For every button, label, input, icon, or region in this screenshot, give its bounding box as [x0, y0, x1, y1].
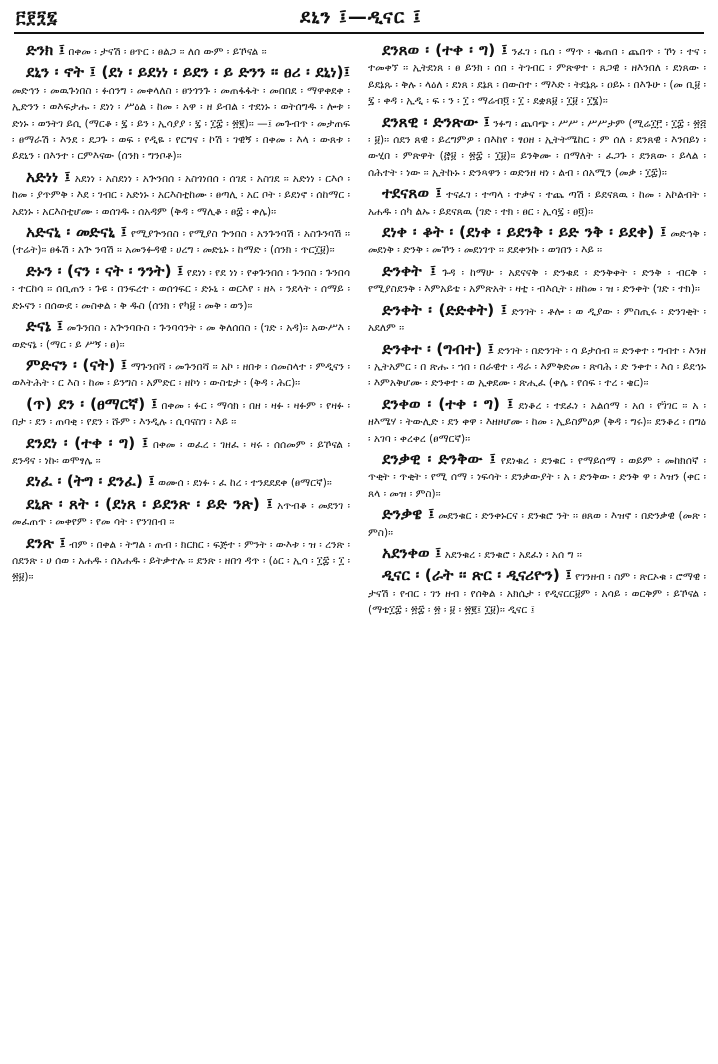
- dictionary-entry: [12, 494, 350, 531]
- headword: ድንቃዌ ፤: [382, 505, 435, 524]
- dictionary-entry: [12, 355, 350, 392]
- header-rule: [14, 32, 704, 34]
- definition: በቀመ ፡ ፉር ፡ ማሳክ ፡ በዘ ፡ ዛፉ ፡ ዛፉም ፡ የዛፉ ፡ በታ ፡ ደን ፡ ጠባቂ ፡ የደን ፡ ሹም ፡ እንዲሉ ፡ ሲባናስገ ፡ እይ ፡፡: [12, 399, 350, 429]
- running-title: ደኒን ፤—ዲናር ፤: [300, 6, 422, 28]
- headword: ደኒጽ ፡ ጸት ፡ (ደነጸ ፡ ይደንጽ ፡ ይድ ንጽ) ፤: [26, 494, 273, 513]
- dictionary-entry: [12, 167, 350, 220]
- headword: አድናኒ ፡ መድናኒ ፤: [26, 223, 128, 242]
- definition: አጥብቆ ፡ መደንገ ፡ መፈጠጥ ፡ መቀየም ፡ የመ ሳት ፡ የንገበብ ፡፡: [12, 499, 350, 529]
- dictionary-entry: [368, 222, 706, 259]
- headword: ድንክ ፤: [26, 41, 65, 59]
- page-number: ፫፻፺፯: [16, 8, 59, 28]
- definition: ወሙሰ ፡ ደነፉ ፡ ፈ ከረ ፡ ተንደደደቀ (ፀማርኛ)፡፡: [158, 477, 332, 490]
- definition: ጉዳ ፡ ከማሁ ፡ አደናናቅ ፡ ድንቁደ ፡ ድንቅቀት ፡ ድንቅ ፡ ብርቅ ፡ የሚያስደንቅ ፡ እምአይቴ ፡ አምጽአት ፡ ዛቲ ፡ ብእሲት ፡ ዘከመ ፡ ዝ ፡ ድንቀት (ገድ ፡ ተክ)፡፡: [368, 266, 706, 296]
- definition: የደነቁረ ፡ ደንቁር ፡ የማይሰማ ፡ ወይም ፡ መከክሰኛ ፡ ጥቂት ፡ ጥቂት ፡ የሚ ሰማ ፡ ነፍሳት ፡ ደንቃውያት ፡ አ ፡ ድንቅው ፡ ድንቅ ዋ ፡ እዝን (ቀር ፡ ጸላ ፡ መዝ ፡ ምስ)፡፡: [368, 454, 706, 500]
- definition: ደነቆረ ፡ ተደፈነ ፡ አልሰማ ፡ አሰ ፡ የገ፟ገር ፡፡ አ ፡ ዘእሜሃ ፡ ትውሊድ ፡ ደን ቀዋ ፡ እዘዞሆሙ ፡ ከመ ፡ ኢይስምዕዎ (ቅዳ ፡ ግሩ)፡፡ ደንቆረ ፡ በግዕ ፡ አገባ ፡ ቀረቀረ (ፀማርኛ)፡፡: [368, 399, 706, 445]
- headword: ድንቀት ፡ (ድድቀት) ፤: [382, 300, 508, 319]
- definition: ንፉግ ፡ ጨባጭ ፡ ሥሥ ፡ ሥሥታም (ሚሬ፲፫ ፡ ፲፰ ፡ ፳፭ ፡ ፱)፡፡ ሰደን ጸዊ ፡ ይረግምዎ ፡ በእከየ ፡ ፃዐዘ ፡ ኢትትሜከር ፡ ም ሰለ ፡ ደንጸዊ ፡ እንበይነ ፡ ውሂበ ፡ ምጽዋት (፸፱ ፡ ፳፰ ፡ ፲፱)፡፡ ይንቅሙ ፡ በማለት ፡ ፈጋጉ ፡ ደንጸው ፡ ይላል ፡ ሰሕተት ፡ ነው ፡፡ ኢትኩኑ ፡ ድንጻዋን ፡ ወድንዘ ዛነ ፡ ልብ ፡ ሰአሚን (መቃ ፡ ፲፰)፡፡: [368, 117, 706, 179]
- definition: ንፈገ ፡ ቤሰ ፡ ማጥ ፡ ቈጠበ ፡ ጨበጥ ፡ ኾነ ፡ ተና ፡ ተመቀኘ ፡፡ ኢትደነጸ ፡ ፀ ይንክ ፡ ሰበ ፡ ትገብር ፡ ምጽዋተ ፡ ጸጋዊ ፡ ዘእንበለ ፡ ደነጸው ፡ ይደኔጹ ፡ ቅሉ ፡ ላዕለ ፡ ደነጸ ፡ ደኔጸ ፡ በውስተ ፡ ማእድ ፡ ትደኔጹ ፡ ዐይኑ ፡ በእጉሁ ፡ (መ ቢ፱ ፡ ፯ ፡ ቀዳ ፡ ኢዲ ፡ ፍ ፡ ን ፡ ፲ ፡ ማሬብ፬ ፡ ፲ ፡ ደቋጸ፱ ፡ ፲፱ ፡ ፲፮)፡፡: [368, 46, 706, 108]
- dictionary-entry: [12, 40, 350, 60]
- headword: ደንጽ ፤: [26, 533, 66, 552]
- dictionary-entry: [368, 40, 706, 110]
- definition: የደነነ ፡ የደ ነነ ፡ የቀጉንበሰ ፡ ጉንበስ ፡ ጉንበሳ ፡ ተርከሳ ፡፡ ሰቢጠን ፡ ጉዩ ፡ በንፍረተ ፡ ወሰጎፍር ፡ ድኑኒ ፡ ወርእየ ፡ ዘኣ ፡ ንደላት ፡ ሰማይ ፡ ድኑናን ፡ በሰውደ ፡ መስቀል ፡ ቅ ዱስ (ሰንክ ፡ የካ፱ ፡ መቅ ፡ ወን)፡፡: [12, 266, 350, 312]
- definition: መደንቁር ፡ ድንቀኑርና ፡ ደንቁሮ ንት ፡፡ ፀጸወ ፡ እዝኖ ፡ በድንቃዊ (መጽ ፡ ምስ)፡፡: [368, 510, 706, 539]
- left-column: [12, 40, 350, 1060]
- definition: አደንቁረ ፡ ደንቁሮ ፡ አደፈነ ፡ አሰ ግ ፡፡: [444, 548, 582, 561]
- headword: ደንቀወ ፡ (ተቀ ፡ ግ) ፤: [382, 394, 514, 413]
- definition: መድኅቅ ፡ መደነቅ ፡ ድንቅ ፡ መኾን ፡ መደነገጥ ፡፡ ደደቀንኩ ፡ ወገበን ፡ እይ ፡፡: [368, 228, 706, 257]
- headword: ደንጸወ ፡ (ተቀ ፡ ግ) ፤: [382, 41, 508, 59]
- dictionary-entry: [12, 533, 350, 586]
- headword: ድንቀት ፤: [382, 261, 437, 280]
- definition: በቀመ ፡ ወፈረ ፡ ገዘፈ ፡ ዛሩ ፡ ሰሰመም ፡ ይኾናል ፡ ደንዳና ፡ ነኩ፡ ወሞፃሌ ፡፡: [12, 438, 350, 467]
- definition: ድንገት ፡ በድንገት ፡ ሳ ይታሰብ ፡፡ ድንቀተ ፡ ግብተ ፡ እንዘ ፡ ኢትአምር ፡ በ ጽሑ ፡ ኀበ ፡ በራዊተ ፡ ዳራ ፡ እምቅድመ ፡ ጽባሕ ፡ ድ ንቀተ ፡ እሰ ፡ ይደኅኑ ፡ እምአቅሆሙ ፡ ድንቀተ ፡ ወ ኢቀደሙ ፡ ጽሒፈ (ቀሌ ፡ የሰፍ ፡ ተረ ፡ ቄር)፡፡: [368, 344, 706, 390]
- definition: የገንዘብ ፡ ስም ፡ ጽርኦቁ ፡ ሮማዊ ፡ ታናሽ ፡ የብር ፡ ገን ዘብ ፡ የሰቅል ፡ አክሴታ ፡ የዲናርር፱ም ፡ አሳይ ፡ ወርቅም ፡ ይኾናል ፡ (ማቴ፲፰ ፡ ፳፰ ፡ ፳ ፡ ፱ ፡ ፳፪፤ ፲፱)፡፡ ዲናር ፤: [368, 571, 706, 617]
- dictionary-entry: [368, 183, 706, 220]
- dictionary-entry: [368, 543, 706, 563]
- dictionary-entry: [368, 112, 706, 182]
- dictionary-entry: [368, 300, 706, 337]
- dictionary-entry: [12, 316, 350, 353]
- headword: ደኒን ፡ ኖት ፤ (ደነ ፡ ይደነነ ፡ ይደን ፡ ይ ድንን ፡፡ ፀሪ ፡ ደኒነ)፤: [26, 63, 350, 82]
- dictionary-entry: [12, 394, 350, 431]
- headword: ደንቃዊ ፡ ድንቅው ፤: [382, 449, 496, 468]
- headword: ደነቀ ፡ ቆት ፡ (ደነቀ ፡ ይደንቅ ፡ ይድ ንቅ ፡ ይደቀ) ፤: [382, 223, 667, 242]
- definition: የሚያጕንበስ ፡ የሚያስ ጕንበስ ፡ አንጉንባሽ ፡ አስጉንባሽ ፡፡ (ተሬት)፡፡ ፀፋሽ ፡ አጕ ንባሽ ፡፡ አመንፉዳዊ ፡ ሀረግ ፡ መድኒኑ ፡ ከማድ ፡ (ሰንክ ፡ ጥር፲፱)፡፡: [12, 228, 350, 257]
- headword: ዲናር ፡ (ራት ፡፡ ጽር ፡ ዲናሪዮን) ፤: [382, 566, 572, 585]
- definition: ማጉንበሻ ፡ መጉንበሻ ፡፡ አኮ ፡ ዘበቱ ፡ ሰመስላተ ፡ ምዲናን ፡ ወእትሕት ፡ ር እስ ፡ ከመ ፡ ይንግስ ፡ አምድር ፡ ዘኮነ ፡ ውስቴታ ፡ (ቅዳ ፡ ሕር)፡፡: [12, 360, 350, 390]
- headword: ድኑን ፡ (ናን ፡ ናት ፡ ንንት) ፤: [26, 261, 184, 280]
- definition: መድኅን ፡ መዉጉነበስ ፡ ፉሰንግ ፡ መቀላለስ ፡ ፀንጎንጉ ፡ መጠፋፋት ፡ መበበደ ፡ ማዋቀደቀ ፡ ኢድንን ፡ ወእፍታሑ ፡ ደነነ ፡ ሥዕል ፡ ከመ ፡ አዋ ፡ ዘ ይብል ፡ ተደነኑ ፡ ወትሰግዱ ፡ ሎቱ ፡ ድነኑ ፡ ወንትገ ይሲ (ማርቆ ፡ ፯ ፡ ይን ፡ ኢሳያያ ፡ ፯ ፡ ፲፰ ፡ ፳፪)፡፡ —፤ መጉብጥ ፡ መታጠፍ ፡ ፀማራሽ ፡ እንደ ፡ ደጋጉ ፡ ወፍ ፡ የዲዬ ፡ የርግና ፡ ኮሽ ፡ ገዊኝ ፡ በቀመ ፡ እላ ፡ ውጸቱ ፡ ይደኒን ፡ በእንተ ፡ ርምእናው (ሰንክ ፡ ግንቦቶ)፡፡: [12, 84, 350, 163]
- dictionary-entry: [368, 261, 706, 298]
- definition: ተናፈገ ፡ ተጣላ ፡ ተቃና ፡ ተጨ ጣሽ ፡ ይደናጸዉ ፡ ከመ ፡ አኮልብት ፡ አሐዱ ፡ ሰካ ልኡ ፡ ይደናጸዉ (ገድ ፡ ተክ ፡ ፀር ፡ ኢሳ፯ ፡ ፀ፬)፡፡: [368, 189, 706, 218]
- dictionary-entry: [12, 62, 350, 164]
- headword: አደንቀወ ፤: [382, 543, 442, 562]
- headword: ደንደነ ፡ (ተቀ ፡ ግ) ፤: [26, 433, 149, 452]
- definition: ድንገት ፡ ቶሎ ፡ ወ ዲያው ፡ ምስጢሩ ፡ ድንገቂት ፡ አደለም ፡፡: [368, 305, 706, 335]
- dictionary-entry: [368, 449, 706, 502]
- dictionary-entry: [12, 433, 350, 470]
- dictionary-entry: [12, 471, 350, 491]
- dictionary-entry: [368, 504, 706, 541]
- dictionary-entry: [368, 565, 706, 618]
- definition: ብም ፡ በቀል ፡ ትግል ፡ ጠብ ፡ ክርክር ፡ ፍጅተ ፡ ምንት ፡ ውእቱ ፡ ዝ ፡ ረንጽ ፡ ሰደንጽ ፡ ሀ ሰወ ፡ አሐዱ ፡ ሰአሐዱ ፡ ይትቃተሉ ፡፡ ደንጽ ፡ ዘበጎ ዳጥ ፡ (ዕር ፡ ኢሳ ፡ ፲፰ ፡ ፲ ፡ ፳፱)፡፡: [12, 538, 350, 584]
- page-header: [0, 0, 718, 34]
- dictionary-entry: [12, 261, 350, 314]
- headword: ደነፈ ፡ (ትግ ፡ ደንፈ) ፤: [26, 472, 155, 491]
- dictionary-entry: [12, 222, 350, 259]
- headword: ተደናጸወ ፤: [382, 184, 442, 203]
- headword: ምድናን ፡ (ናት) ፤: [26, 355, 128, 374]
- definition: አደነነ ፡ አስደነነ ፡ አጕንበሰ ፡ አስጎነበሰ ፡ ሰገደ ፡ አስገደ ፡፡ አድነነ ፡ ርእሶ ፡ ከመ ፡ ያጥምቅ ፡ እደ ፡ ገብር ፡ አድነኑ ፡ አርእስቲከሙ ፡ ፀጣሊ ፡ አር ቦት ፡ ይደነኖ ፡ ሰከማር ፡ አደነኑ ፡ አርእስቲሆሙ ፡ ወሰገዱ ፡ ሰአዳም (ቅዳ ፡ ማሊቆ ፡ ፀ፰ ፡ ቀሌ)፡፡: [12, 172, 350, 218]
- dictionary-entry: [368, 394, 706, 447]
- dictionary-entry: [368, 339, 706, 392]
- headword: ደንጸዊ ፡ ድንጽው ፤: [382, 112, 490, 131]
- headword: አድነነ ፤: [26, 167, 71, 186]
- headword: (ጥ) ደን ፡ (ፀማርኛ) ፤: [26, 394, 158, 413]
- right-column: [368, 40, 706, 1060]
- definition: በቀመ ፡ ታናሽ ፡ ፀጥር ፡ ፀልጋ ፡፡ ለሰ ውም ፡ ይኾናል ፡፡: [68, 46, 267, 58]
- definition: መጉንበስ ፡ አጕንባቡስ ፡ ጉንባሳንት ፡ መ ቅለሰበስ ፡ (ገድ ፡ አዳ)፡፡ አውሥእ ፡ ወድናኔ ፡ (ማር ፡ ይ ሥኝ ፡ ፀ)፡፡: [12, 322, 350, 351]
- headword: ድንቀተ ፡ (ግብተ) ፤: [382, 339, 495, 358]
- headword: ድናኔ ፤: [26, 317, 64, 336]
